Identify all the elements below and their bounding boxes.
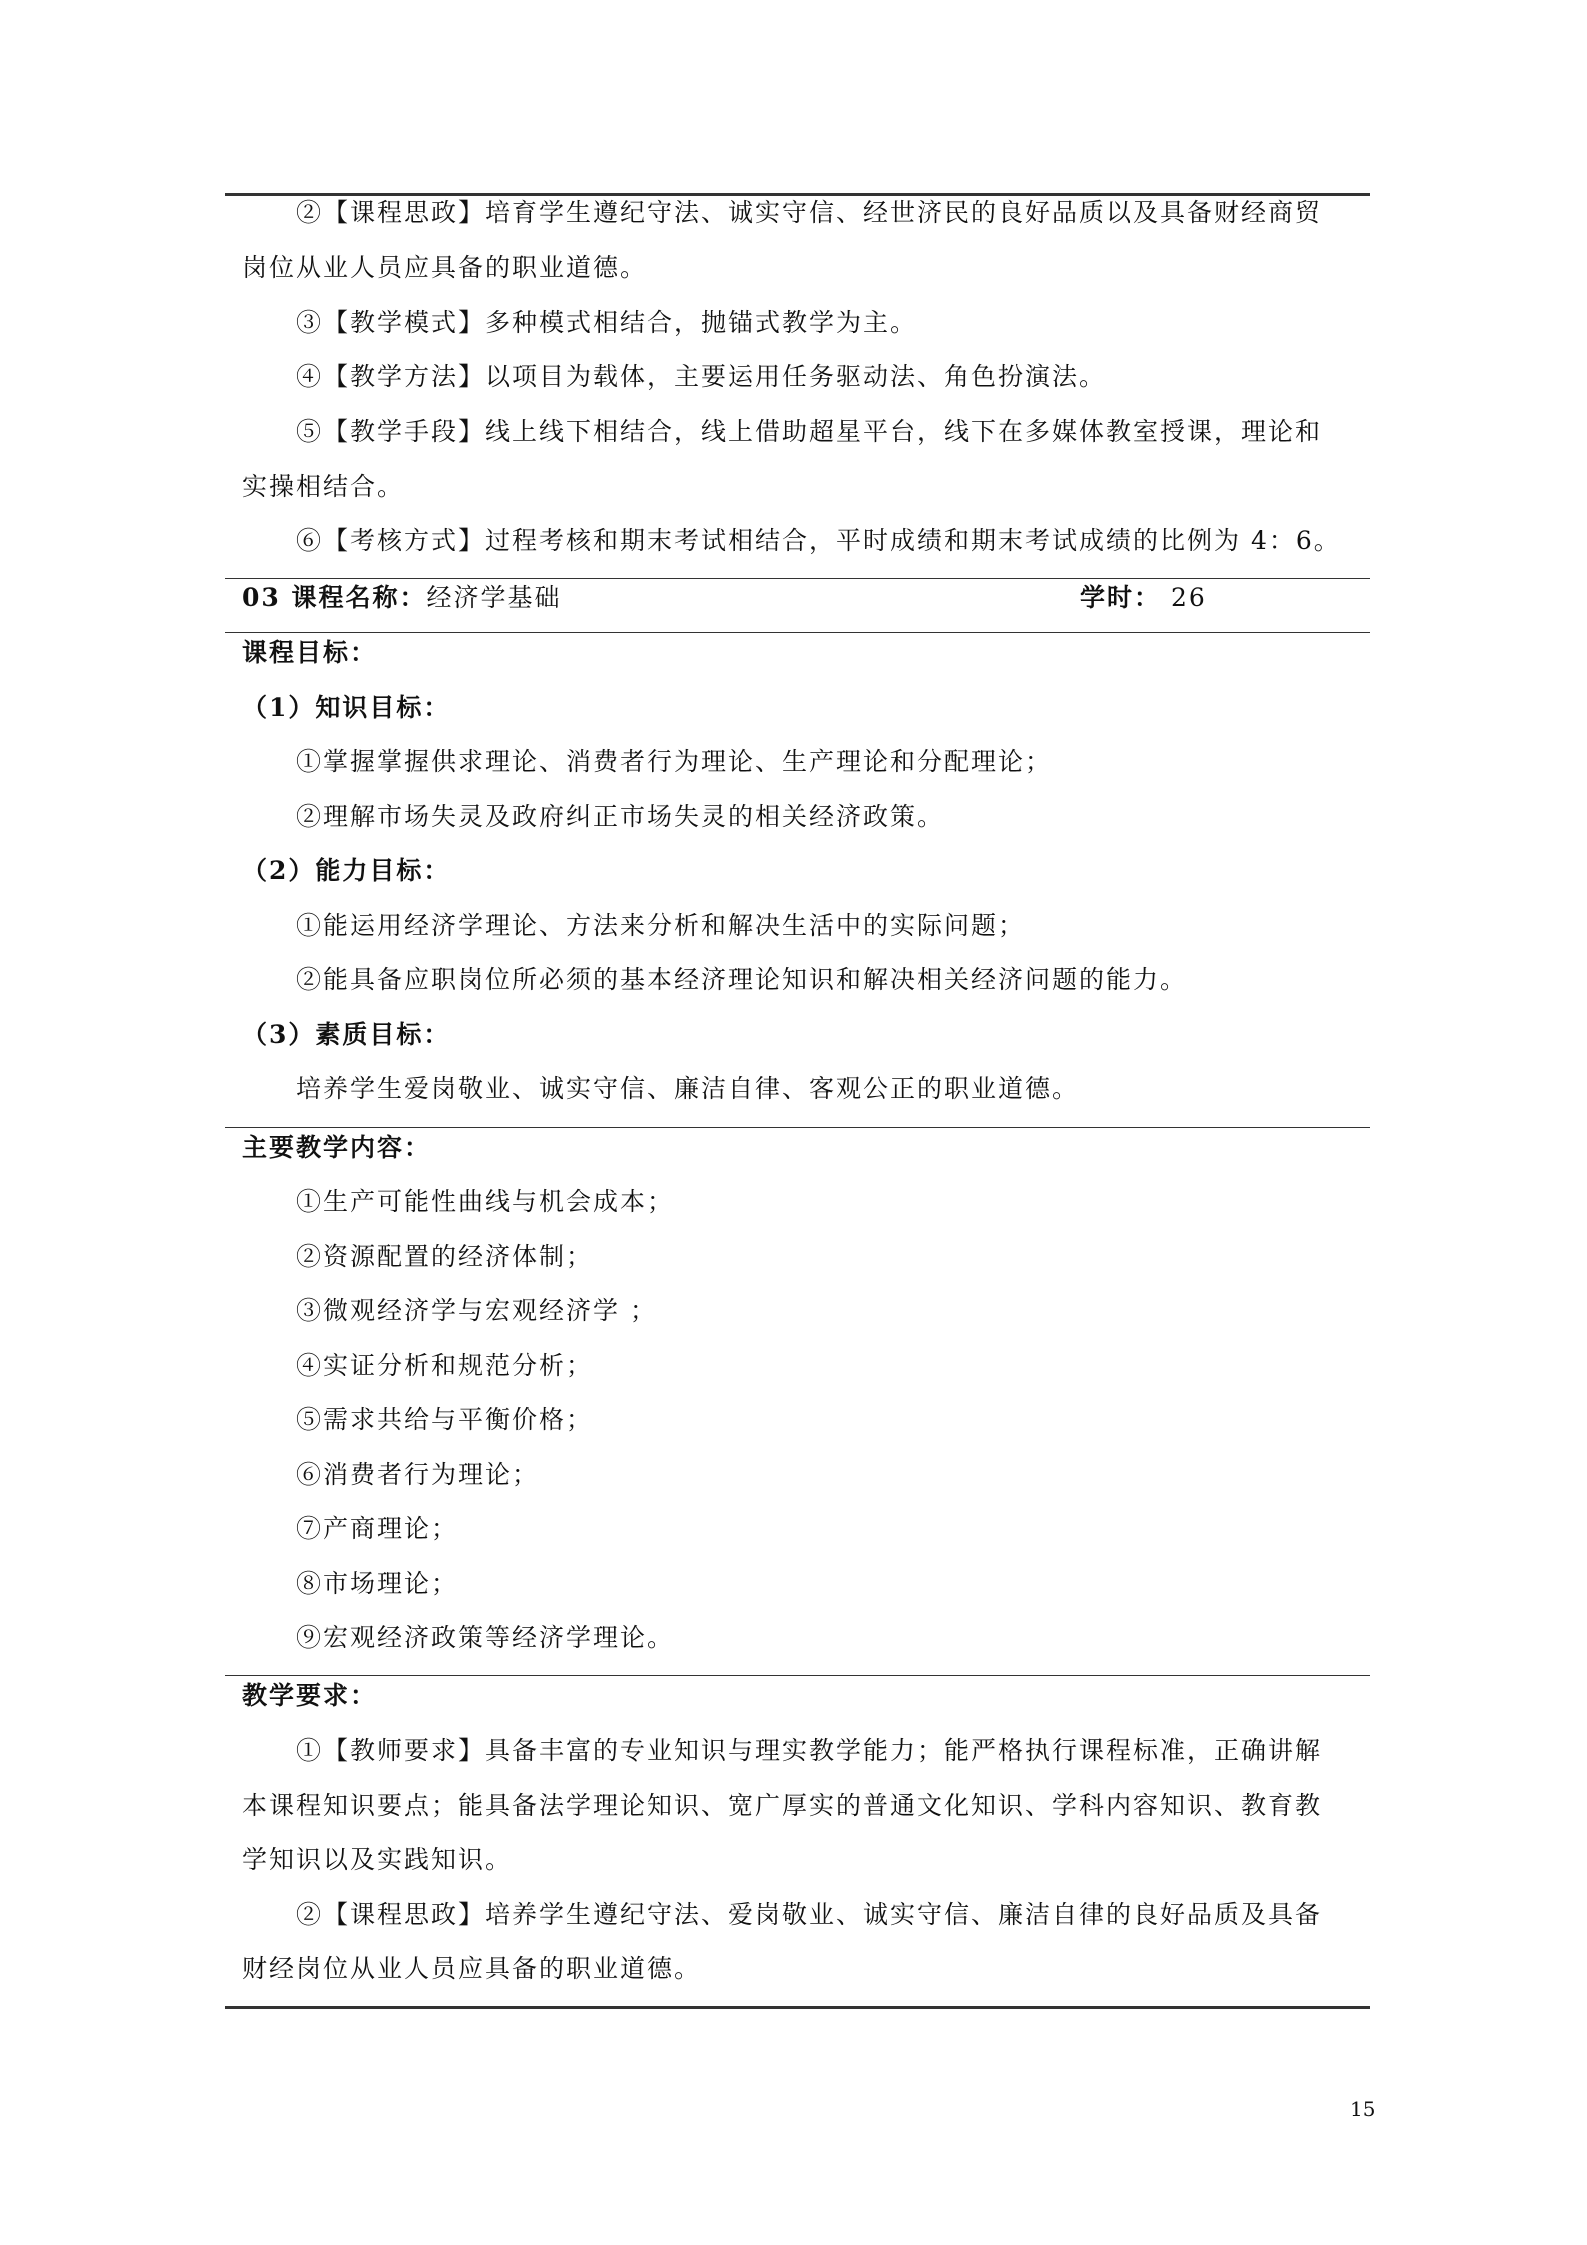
list-item: ①生产可能性曲线与机会成本； bbox=[296, 1187, 675, 1216]
ability-goals-title: （2）能力目标： bbox=[242, 856, 451, 885]
course-name: 经济学基础 bbox=[426, 583, 562, 612]
list-item: ②资源配置的经济体制； bbox=[296, 1242, 594, 1271]
list-item: ④实证分析和规范分析； bbox=[296, 1351, 594, 1380]
text-line: 本课程知识要点；能具备法学理论知识、宽广厚实的普通文化知识、学科内容知识、教育教 bbox=[242, 1791, 1323, 1820]
text-line: ②理解市场失灵及政府纠正市场失灵的相关经济政策。 bbox=[296, 802, 945, 831]
quality-goals-title: （3）素质目标： bbox=[242, 1020, 451, 1049]
text-line: 岗位从业人员应具备的职业道德。 bbox=[242, 253, 648, 282]
course-name-row bbox=[242, 580, 562, 616]
list-item: ⑦产商理论； bbox=[296, 1514, 459, 1543]
text-line: ④【教学方法】以项目为载体，主要运用任务驱动法、角色扮演法。 bbox=[296, 362, 1107, 391]
text-line: 财经岗位从业人员应具备的职业道德。 bbox=[242, 1954, 702, 1983]
text-line: ⑤【教学手段】线上线下相结合，线上借助超星平台，线下在多媒体教室授课，理论和 bbox=[296, 417, 1323, 446]
course-hours-label: 学时： bbox=[1080, 583, 1162, 612]
text-line: 培养学生爱岗敬业、诚实守信、廉洁自律、客观公正的职业道德。 bbox=[296, 1074, 1080, 1103]
text-line: ③【教学模式】多种模式相结合，抛锚式教学为主。 bbox=[296, 308, 918, 337]
section-rule bbox=[225, 578, 1370, 579]
section-rule bbox=[225, 1127, 1370, 1128]
page-number: 15 bbox=[1350, 2097, 1376, 2121]
text-line: ⑥【考核方式】过程考核和期末考试相结合，平时成绩和期末考试成绩的比例为 4：6。 bbox=[296, 526, 1341, 555]
section-rule bbox=[225, 632, 1370, 633]
course-hours-row bbox=[1080, 580, 1207, 616]
course-hours: 26 bbox=[1171, 583, 1207, 612]
text-line: ②【课程思政】培育学生遵纪守法、诚实守信、经世济民的良好品质以及具备财经商贸 bbox=[296, 198, 1323, 227]
content-title: 主要教学内容： bbox=[242, 1133, 432, 1162]
list-item: ⑨宏观经济政策等经济学理论。 bbox=[296, 1623, 675, 1652]
list-item: ③微观经济学与宏观经济学 ； bbox=[296, 1296, 657, 1325]
text-line: 学知识以及实践知识。 bbox=[242, 1845, 513, 1874]
text-line: 实操相结合。 bbox=[242, 472, 405, 501]
list-item: ⑧市场理论； bbox=[296, 1569, 459, 1598]
list-item: ⑤需求共给与平衡价格； bbox=[296, 1405, 594, 1434]
knowledge-goals-title: （1）知识目标： bbox=[242, 693, 451, 722]
requirements-title: 教学要求： bbox=[242, 1681, 378, 1710]
goals-title: 课程目标： bbox=[242, 638, 378, 667]
text-line: ②【课程思政】培养学生遵纪守法、爱岗敬业、诚实守信、廉洁自律的良好品质及具备 bbox=[296, 1900, 1323, 1929]
text-line: ②能具备应职岗位所必须的基本经济理论知识和解决相关经济问题的能力。 bbox=[296, 965, 1188, 994]
text-line: ①掌握掌握供求理论、消费者行为理论、生产理论和分配理论； bbox=[296, 747, 1053, 776]
list-item: ⑥消费者行为理论； bbox=[296, 1460, 540, 1489]
section-rule bbox=[225, 1675, 1370, 1676]
text-line: ①【教师要求】具备丰富的专业知识与理实教学能力；能严格执行课程标准，正确讲解 bbox=[296, 1736, 1323, 1765]
course-name-label: 03 课程名称： bbox=[242, 583, 427, 612]
text-line: ①能运用经济学理论、方法来分析和解决生活中的实际问题； bbox=[296, 911, 1026, 940]
bottom-rule bbox=[225, 2006, 1370, 2009]
